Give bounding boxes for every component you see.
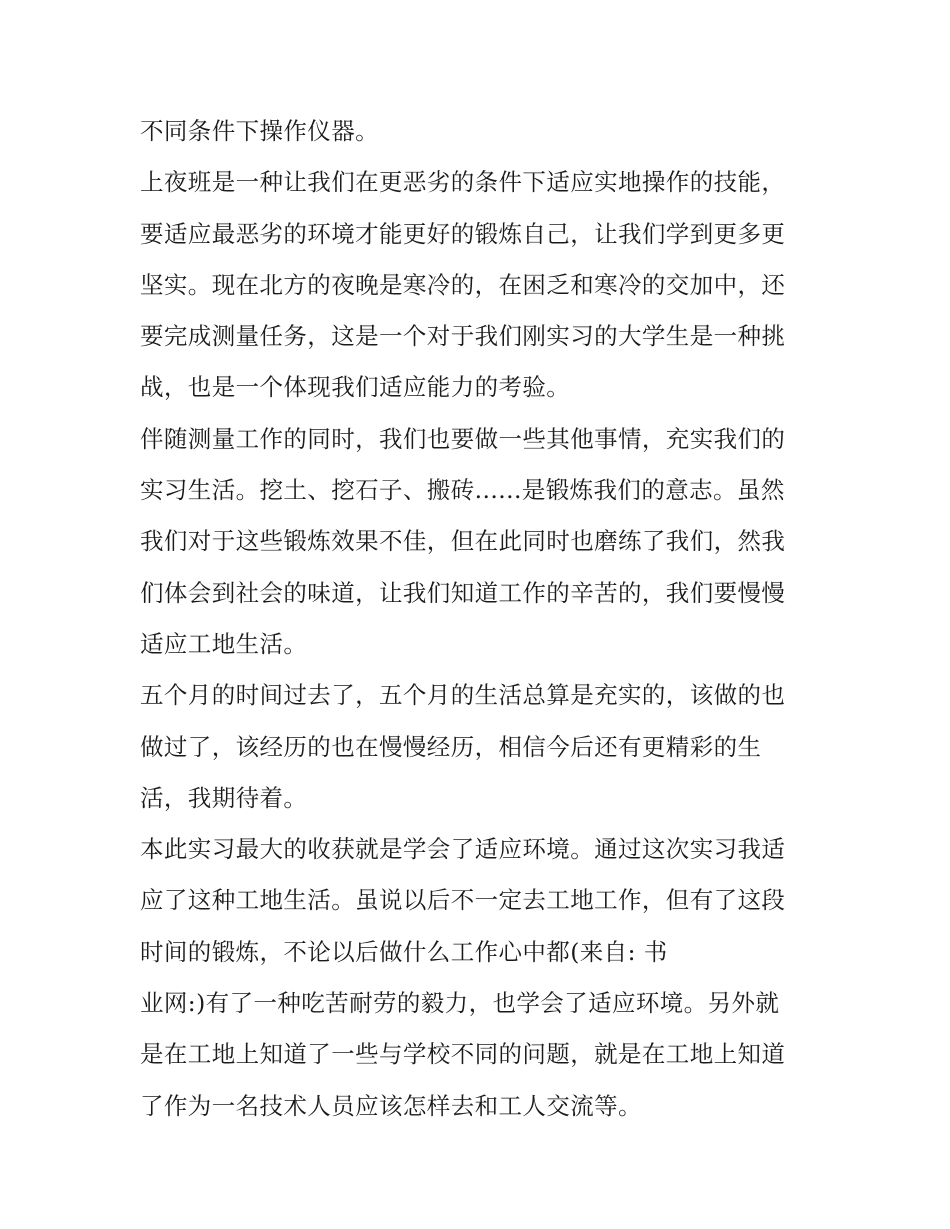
text-line: 实习生活。挖土、挖石子、搬砖......是锻炼我们的意志。虽然 (140, 476, 785, 505)
text-line: 战，也是一个体现我们适应能力的考验。 (140, 373, 571, 402)
text-line: 坚实。现在北方的夜晚是寒冷的，在困乏和寒冷的交加中，还 (140, 270, 786, 299)
text-line: 要适应最恶劣的环境才能更好的锻炼自己，让我们学到更多更 (140, 219, 786, 248)
text-line: 了作为一名技术人员应该怎样去和工人交流等。 (140, 1091, 642, 1120)
text-line: 我们对于这些锻炼效果不佳，但在此同时也磨练了我们，然我 (140, 527, 786, 556)
text-line: 应了这种工地生活。虽说以后不一定去工地工作，但有了这段 (140, 886, 786, 915)
text-line: 适应工地生活。 (140, 629, 308, 658)
text-line: 业网:)有了一种吃苦耐劳的毅力，也学会了适应环境。另外就 (140, 989, 780, 1018)
text-line: 做过了，该经历的也在慢慢经历，相信今后还有更精彩的生 (140, 732, 762, 761)
text-line: 是在工地上知道了一些与学校不同的问题，就是在工地上知道 (140, 1040, 786, 1069)
text-line: 要完成测量任务，这是一个对于我们刚实习的大学生是一种挑 (140, 322, 786, 351)
text-line: 伴随测量工作的同时，我们也要做一些其他事情，充实我们的 (140, 424, 786, 453)
text-line: 本此实习最大的收获就是学会了适应环境。通过这次实习我适 (140, 835, 786, 864)
text-line: 活，我期待着。 (140, 783, 308, 812)
text-line: 们体会到社会的味道，让我们知道工作的辛苦的，我们要慢慢 (140, 578, 786, 607)
document-body (140, 106, 820, 1132)
text-line: 时间的锻炼，不论以后做什么工作心中都(来自: 书 (140, 937, 668, 966)
text-line: 五个月的时间过去了，五个月的生活总算是充实的，该做的也 (140, 681, 786, 710)
text-line: 不同条件下操作仪器。 (140, 117, 379, 145)
text-line: 上夜班是一种让我们在更恶劣的条件下适应实地操作的技能， (140, 168, 786, 197)
